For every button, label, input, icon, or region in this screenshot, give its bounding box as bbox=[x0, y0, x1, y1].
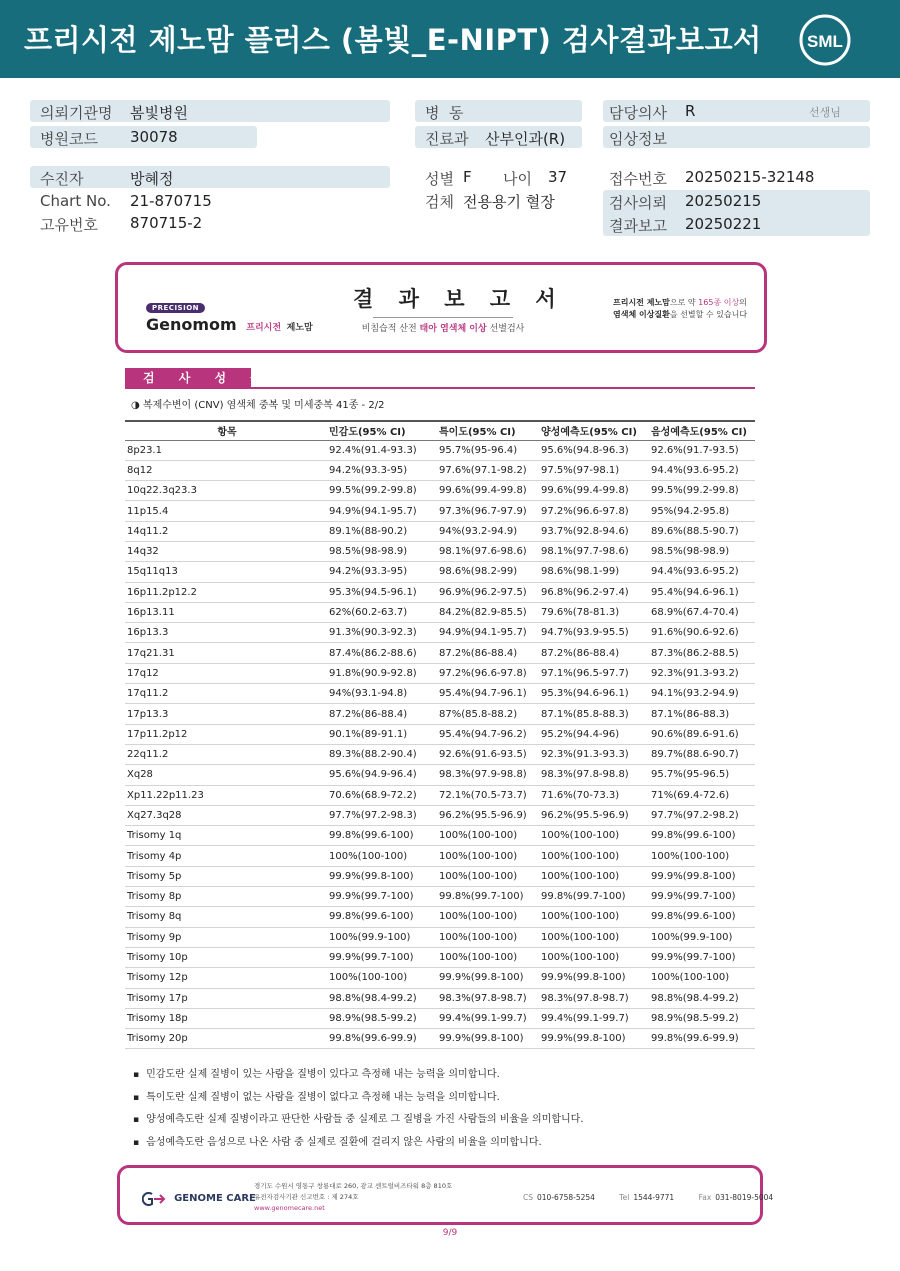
table-row bbox=[125, 582, 755, 602]
row-item: 16p13.3 bbox=[125, 623, 329, 643]
row-value: 95.3%(94.5-96.1) bbox=[329, 582, 439, 602]
row-value: 100%(100-100) bbox=[329, 968, 439, 988]
unique-no-value: 870715-2 bbox=[130, 214, 203, 232]
row-value: 89.7%(88.6-90.7) bbox=[651, 744, 755, 764]
row-item: Trisomy 5p bbox=[125, 866, 329, 886]
report-doc-title: 결 과 보 고 서 bbox=[353, 287, 565, 311]
row-value: 91.8%(90.9-92.8) bbox=[329, 663, 439, 683]
row-value: 99.8%(99.6-100) bbox=[651, 907, 755, 927]
note-brand: 프리시전 제노맘 bbox=[613, 298, 670, 307]
table-row bbox=[125, 1008, 755, 1028]
row-value: 99.9%(99.8-100) bbox=[541, 1029, 651, 1049]
row-value: 98.3%(97.8-98.7) bbox=[541, 988, 651, 1008]
table-row bbox=[125, 440, 755, 460]
specimen-value: 전용용기 혈장 bbox=[463, 193, 555, 211]
patient-name-row bbox=[30, 166, 390, 188]
row-item: 17q12 bbox=[125, 663, 329, 683]
row-value: 94.2%(93.3-95) bbox=[329, 460, 439, 480]
row-value: 98.3%(97.8-98.7) bbox=[439, 988, 541, 1008]
row-value: 92.6%(91.6-93.5) bbox=[439, 744, 541, 764]
row-value: 95.6%(94.9-96.4) bbox=[329, 765, 439, 785]
hospital-code-label: 병원코드 bbox=[40, 130, 98, 148]
row-value: 96.2%(95.5-96.9) bbox=[541, 805, 651, 825]
row-value: 87.3%(86.2-88.5) bbox=[651, 643, 755, 663]
brand-ko: 제노맘 bbox=[286, 323, 313, 333]
row-value: 91.3%(90.3-92.3) bbox=[329, 623, 439, 643]
row-item: 16p13.11 bbox=[125, 602, 329, 622]
row-item: 17p13.3 bbox=[125, 704, 329, 724]
receipt-row bbox=[603, 166, 870, 188]
row-value: 97.7%(97.2-98.3) bbox=[329, 805, 439, 825]
row-value: 99.9%(99.8-100) bbox=[439, 968, 541, 988]
chart-no-value: 21-870715 bbox=[130, 192, 212, 210]
row-value: 100%(100-100) bbox=[651, 968, 755, 988]
row-value: 99.5%(99.2-99.8) bbox=[651, 481, 755, 501]
sex-age-row bbox=[415, 166, 595, 188]
row-value: 99.6%(99.4-99.8) bbox=[541, 481, 651, 501]
row-item: 17q21.31 bbox=[125, 643, 329, 663]
table-row bbox=[125, 968, 755, 988]
row-value: 99.6%(99.4-99.8) bbox=[439, 481, 541, 501]
row-value: 98.1%(97.7-98.6) bbox=[541, 541, 651, 561]
row-value: 95.7%(95-96.5) bbox=[651, 765, 755, 785]
page-number: 9/9 bbox=[442, 1228, 458, 1238]
table-row bbox=[125, 927, 755, 947]
performance-table bbox=[125, 420, 755, 1049]
row-value: 87.1%(85.8-88.3) bbox=[541, 704, 651, 724]
footer-frame bbox=[117, 1165, 774, 1225]
row-value: 95.7%(95-96.4) bbox=[439, 440, 541, 460]
row-value: 98.6%(98.2-99) bbox=[439, 562, 541, 582]
row-value: 97.5%(97-98.1) bbox=[541, 460, 651, 480]
report-date-value: 20250221 bbox=[685, 215, 762, 233]
row-value: 100%(100-100) bbox=[329, 846, 439, 866]
row-value: 94.7%(93.9-95.5) bbox=[541, 623, 651, 643]
row-value: 87.2%(86-88.4) bbox=[329, 704, 439, 724]
row-value: 87.2%(86-88.4) bbox=[439, 643, 541, 663]
row-item: 15q11q13 bbox=[125, 562, 329, 582]
row-item: Trisomy 12p bbox=[125, 968, 329, 988]
row-value: 89.3%(88.2-90.4) bbox=[329, 744, 439, 764]
row-item: Xq27.3q28 bbox=[125, 805, 329, 825]
row-value: 95.4%(94.6-96.1) bbox=[651, 582, 755, 602]
chart-no-label: Chart No. bbox=[40, 192, 111, 210]
fax-number: 031-8019-5004 bbox=[715, 1193, 774, 1202]
row-value: 95.4%(94.7-96.2) bbox=[439, 724, 541, 744]
request-label: 검사의뢰 bbox=[609, 194, 667, 212]
table-row bbox=[125, 744, 755, 764]
row-value: 99.4%(99.1-99.7) bbox=[541, 1008, 651, 1028]
section-title: 검 사 성 능 bbox=[125, 368, 251, 388]
subtitle-pre: 비침습적 산전 bbox=[361, 324, 417, 334]
patient-name-value: 방혜정 bbox=[130, 170, 174, 188]
table-row bbox=[125, 704, 755, 724]
row-value: 70.6%(68.9-72.2) bbox=[329, 785, 439, 805]
row-value: 99.9%(99.7-100) bbox=[329, 947, 439, 967]
row-value: 100%(100-100) bbox=[439, 927, 541, 947]
row-value: 92.4%(91.4-93.3) bbox=[329, 440, 439, 460]
row-value: 94.9%(94.1-95.7) bbox=[329, 501, 439, 521]
footer-contacts bbox=[523, 1193, 773, 1202]
row-value: 100%(100-100) bbox=[439, 846, 541, 866]
row-value: 99.8%(99.6-99.9) bbox=[329, 1029, 439, 1049]
row-item: 22q11.2 bbox=[125, 744, 329, 764]
fax-label: Fax bbox=[698, 1193, 712, 1202]
table-row bbox=[125, 947, 755, 967]
report-date-label: 결과보고 bbox=[609, 217, 667, 235]
table-row bbox=[125, 460, 755, 480]
row-item: 14q32 bbox=[125, 541, 329, 561]
row-value: 72.1%(70.5-73.7) bbox=[439, 785, 541, 805]
receipt-value: 20250215-32148 bbox=[685, 168, 815, 186]
row-item: 10q22.3q23.3 bbox=[125, 481, 329, 501]
department-label: 진료과 bbox=[425, 130, 469, 148]
report-subtitle bbox=[333, 321, 553, 334]
row-value: 98.5%(98-98.9) bbox=[329, 541, 439, 561]
doctor-label: 담당의사 bbox=[609, 104, 667, 122]
row-value: 98.3%(97.9-98.8) bbox=[439, 765, 541, 785]
row-value: 62%(60.2-63.7) bbox=[329, 602, 439, 622]
row-value: 94%(93.1-94.8) bbox=[329, 684, 439, 704]
row-value: 100%(99.9-100) bbox=[651, 927, 755, 947]
row-value: 99.9%(99.8-100) bbox=[329, 866, 439, 886]
row-item: Trisomy 10p bbox=[125, 947, 329, 967]
row-item: Trisomy 8q bbox=[125, 907, 329, 927]
row-value: 100%(99.9-100) bbox=[329, 927, 439, 947]
row-value: 87%(85.8-88.2) bbox=[439, 704, 541, 724]
specimen-label: 검체 bbox=[425, 193, 454, 211]
row-value: 100%(100-100) bbox=[439, 907, 541, 927]
sml-logo-icon bbox=[797, 12, 853, 68]
department-row bbox=[415, 126, 582, 148]
table-row bbox=[125, 785, 755, 805]
title-divider bbox=[373, 317, 513, 318]
institution-label: 의뢰기관명 bbox=[40, 104, 113, 122]
footer-license: 유전자검사기관 신고번호 : 제 274호 bbox=[254, 1193, 359, 1201]
genomom-brand bbox=[146, 295, 313, 334]
row-item: Trisomy 4p bbox=[125, 846, 329, 866]
row-value: 98.3%(97.8-98.8) bbox=[541, 765, 651, 785]
table-header-row bbox=[125, 421, 755, 440]
footer-address-block bbox=[254, 1181, 452, 1214]
row-value: 99.4%(99.1-99.7) bbox=[439, 1008, 541, 1028]
row-value: 99.9%(99.8-100) bbox=[439, 1029, 541, 1049]
table-row bbox=[125, 562, 755, 582]
row-value: 100%(100-100) bbox=[541, 826, 651, 846]
precision-badge: PRECISION bbox=[146, 303, 205, 313]
row-value: 95.6%(94.8-96.3) bbox=[541, 440, 651, 460]
sex-value: F bbox=[463, 168, 472, 186]
row-value: 89.6%(88.5-90.7) bbox=[651, 521, 755, 541]
row-value: 95.2%(94.4-96) bbox=[541, 724, 651, 744]
row-value: 99.9%(99.7-100) bbox=[651, 887, 755, 907]
row-value: 97.7%(97.2-98.2) bbox=[651, 805, 755, 825]
table-row bbox=[125, 521, 755, 541]
note-text-3: 을 선별할 수 있습니다 bbox=[669, 310, 748, 319]
row-value: 94%(93.2-94.9) bbox=[439, 521, 541, 541]
row-item: Trisomy 9p bbox=[125, 927, 329, 947]
row-value: 87.2%(86-88.4) bbox=[541, 643, 651, 663]
row-value: 94.1%(93.2-94.9) bbox=[651, 684, 755, 704]
table-row bbox=[125, 501, 755, 521]
row-value: 71%(69.4-72.6) bbox=[651, 785, 755, 805]
row-value: 99.8%(99.6-99.9) bbox=[651, 1029, 755, 1049]
row-value: 100%(100-100) bbox=[541, 866, 651, 886]
row-item: Xp11.22p11.23 bbox=[125, 785, 329, 805]
note-specificity: ▪ 특이도란 실제 질병이 없는 사람을 질병이 없다고 측정해 내는 능력을 의미합니다. bbox=[133, 1088, 753, 1111]
row-value: 93.7%(92.8-94.6) bbox=[541, 521, 651, 541]
row-value: 98.9%(98.5-99.2) bbox=[329, 1008, 439, 1028]
request-value: 20250215 bbox=[685, 192, 762, 210]
table-row bbox=[125, 1029, 755, 1049]
row-item: Trisomy 8p bbox=[125, 887, 329, 907]
row-value: 99.8%(99.6-100) bbox=[329, 907, 439, 927]
row-value: 100%(100-100) bbox=[439, 866, 541, 886]
clinical-row bbox=[603, 126, 870, 148]
doctor-value: R bbox=[685, 102, 696, 120]
row-value: 99.8%(99.7-100) bbox=[541, 887, 651, 907]
tel-label: Tel bbox=[619, 1193, 630, 1202]
row-value: 100%(100-100) bbox=[541, 927, 651, 947]
row-item: 8q12 bbox=[125, 460, 329, 480]
row-value: 94.4%(93.6-95.2) bbox=[651, 460, 755, 480]
row-item: Trisomy 1q bbox=[125, 826, 329, 846]
row-value: 97.6%(97.1-98.2) bbox=[439, 460, 541, 480]
row-value: 92.3%(91.3-93.3) bbox=[541, 744, 651, 764]
ward-label: 병 동 bbox=[425, 104, 464, 122]
row-value: 92.3%(91.3-93.2) bbox=[651, 663, 755, 683]
note-npv: ▪ 음성예측도란 음성으로 나온 사람 중 실제로 질환에 걸리지 않은 사람의 비율을 의미합니다. bbox=[133, 1133, 753, 1156]
report-title: 프리시전 제노맘 플러스 (봄빛_E-NIPT) 검사결과보고서 bbox=[24, 23, 762, 57]
table-row bbox=[125, 866, 755, 886]
subtitle-post: 선별검사 bbox=[489, 324, 525, 334]
row-value: 94.9%(94.1-95.7) bbox=[439, 623, 541, 643]
note-count: 165종 이상 bbox=[698, 298, 740, 307]
table-row bbox=[125, 826, 755, 846]
unique-no-row bbox=[30, 212, 390, 234]
row-value: 100%(100-100) bbox=[439, 947, 541, 967]
doctor-row bbox=[603, 100, 870, 122]
table-row bbox=[125, 765, 755, 785]
table-row bbox=[125, 623, 755, 643]
row-item: Xq28 bbox=[125, 765, 329, 785]
chart-no-row bbox=[30, 190, 390, 212]
genome-care-logo bbox=[142, 1188, 256, 1207]
row-value: 97.2%(96.6-97.8) bbox=[541, 501, 651, 521]
subtitle-highlight: 태아 염색체 이상 bbox=[419, 324, 487, 334]
row-value: 91.6%(90.6-92.6) bbox=[651, 623, 755, 643]
table-row bbox=[125, 846, 755, 866]
department-value: 산부인과(R) bbox=[485, 130, 566, 148]
row-value: 95.4%(94.7-96.1) bbox=[439, 684, 541, 704]
row-item: 17p11.2p12 bbox=[125, 724, 329, 744]
note-ppv: ▪ 양성예측도란 실제 질병이라고 판단한 사람들 중 실제로 그 질병을 가진 사람들의 비율을 의미합니다. bbox=[133, 1110, 753, 1133]
genome-care-icon bbox=[142, 1191, 166, 1207]
header-ppv: 양성예측도(95% CI) bbox=[541, 421, 651, 440]
row-value: 98.5%(98-98.9) bbox=[651, 541, 755, 561]
row-item: 16p11.2p12.2 bbox=[125, 582, 329, 602]
row-value: 99.9%(99.8-100) bbox=[651, 866, 755, 886]
row-item: 14q11.2 bbox=[125, 521, 329, 541]
table-row bbox=[125, 907, 755, 927]
row-value: 99.8%(99.7-100) bbox=[439, 887, 541, 907]
row-value: 100%(100-100) bbox=[541, 907, 651, 927]
note-disease: 염색체 이상질환 bbox=[613, 310, 670, 319]
table-row bbox=[125, 481, 755, 501]
table-row bbox=[125, 541, 755, 561]
report-header-frame bbox=[115, 262, 767, 353]
row-value: 98.6%(98.1-99) bbox=[541, 562, 651, 582]
footer-address: 경기도 수원시 영통구 창룡대로 260, 광교 센트럴비즈타워 8층 810호 bbox=[254, 1182, 453, 1190]
table-row bbox=[125, 602, 755, 622]
row-value: 100%(100-100) bbox=[541, 947, 651, 967]
brand-name: Genomom bbox=[146, 315, 237, 334]
row-value: 99.8%(99.6-100) bbox=[329, 826, 439, 846]
footer-website[interactable]: www.genomecare.net bbox=[254, 1204, 325, 1212]
row-value: 87.4%(86.2-88.6) bbox=[329, 643, 439, 663]
brand-ko-pink: 프리시전 bbox=[246, 323, 282, 333]
row-value: 96.2%(95.5-96.9) bbox=[439, 805, 541, 825]
sml-logo bbox=[797, 12, 853, 68]
row-value: 90.1%(89-91.1) bbox=[329, 724, 439, 744]
row-value: 79.6%(78-81.3) bbox=[541, 602, 651, 622]
header-sensitivity: 민감도(95% CI) bbox=[329, 421, 439, 440]
row-value: 97.1%(96.5-97.7) bbox=[541, 663, 651, 683]
institution-row bbox=[30, 100, 390, 122]
note-text-2: 의 bbox=[739, 298, 747, 307]
row-value: 84.2%(82.9-85.5) bbox=[439, 602, 541, 622]
note-text-1: 으로 약 bbox=[669, 298, 696, 307]
cs-number: 010-6758-5254 bbox=[537, 1193, 595, 1202]
row-item: 17q11.2 bbox=[125, 684, 329, 704]
row-value: 96.8%(96.2-97.4) bbox=[541, 582, 651, 602]
header-specificity: 특이도(95% CI) bbox=[439, 421, 541, 440]
table-row bbox=[125, 643, 755, 663]
row-value: 99.9%(99.7-100) bbox=[651, 947, 755, 967]
row-value: 95.3%(94.6-96.1) bbox=[541, 684, 651, 704]
age-label: 나이 bbox=[503, 170, 532, 188]
hospital-code-value: 30078 bbox=[130, 128, 178, 146]
row-value: 98.9%(98.5-99.2) bbox=[651, 1008, 755, 1028]
footer-brand: GENOME CARE bbox=[174, 1193, 256, 1204]
row-value: 95%(94.2-95.8) bbox=[651, 501, 755, 521]
row-value: 92.6%(91.7-93.5) bbox=[651, 440, 755, 460]
section-subtitle: ◑ 복제수변이 (CNV) 염색체 중복 및 미세중복 41종 - 2/2 bbox=[131, 400, 385, 411]
section-divider bbox=[125, 387, 755, 389]
row-value: 71.6%(70-73.3) bbox=[541, 785, 651, 805]
ward-row bbox=[415, 100, 582, 122]
hospital-code-row bbox=[30, 126, 257, 148]
row-value: 100%(100-100) bbox=[541, 846, 651, 866]
unique-no-label: 고유번호 bbox=[40, 216, 98, 234]
specimen-row bbox=[415, 189, 595, 211]
tel-number: 1544-9771 bbox=[633, 1193, 675, 1202]
header-npv: 음성예측도(95% CI) bbox=[651, 421, 755, 440]
definition-notes bbox=[133, 1065, 753, 1155]
row-value: 98.8%(98.4-99.2) bbox=[651, 988, 755, 1008]
dates-block bbox=[603, 190, 870, 236]
row-item: Trisomy 17p bbox=[125, 988, 329, 1008]
row-value: 97.2%(96.6-97.8) bbox=[439, 663, 541, 683]
row-value: 100%(100-100) bbox=[651, 846, 755, 866]
table-row bbox=[125, 988, 755, 1008]
row-value: 94.2%(93.3-95) bbox=[329, 562, 439, 582]
row-value: 100%(100-100) bbox=[439, 826, 541, 846]
receipt-label: 접수번호 bbox=[609, 170, 667, 188]
note-sensitivity: ▪ 민감도란 실제 질병이 있는 사람을 질병이 있다고 측정해 내는 능력을 의미합니다. bbox=[133, 1065, 753, 1088]
row-value: 89.1%(88-90.2) bbox=[329, 521, 439, 541]
svg-text:SML: SML bbox=[807, 32, 843, 51]
table-row bbox=[125, 724, 755, 744]
row-value: 98.1%(97.6-98.6) bbox=[439, 541, 541, 561]
table-row bbox=[125, 805, 755, 825]
row-value: 99.9%(99.7-100) bbox=[329, 887, 439, 907]
clinical-label: 임상정보 bbox=[609, 130, 667, 148]
institution-value: 봄빛병원 bbox=[130, 104, 188, 122]
table-row bbox=[125, 663, 755, 683]
doctor-suffix: 선생님 bbox=[809, 106, 841, 119]
row-item: 8p23.1 bbox=[125, 440, 329, 460]
row-value: 96.9%(96.2-97.5) bbox=[439, 582, 541, 602]
header-bar bbox=[0, 0, 900, 78]
row-value: 68.9%(67.4-70.4) bbox=[651, 602, 755, 622]
header-item: 항목 bbox=[125, 421, 329, 440]
row-item: Trisomy 20p bbox=[125, 1029, 329, 1049]
cs-label: CS bbox=[523, 1193, 533, 1202]
row-value: 90.6%(89.6-91.6) bbox=[651, 724, 755, 744]
row-item: 11p15.4 bbox=[125, 501, 329, 521]
row-value: 99.8%(99.6-100) bbox=[651, 826, 755, 846]
age-value: 37 bbox=[548, 168, 568, 186]
row-item: Trisomy 18p bbox=[125, 1008, 329, 1028]
row-value: 94.4%(93.6-95.2) bbox=[651, 562, 755, 582]
row-value: 98.8%(98.4-99.2) bbox=[329, 988, 439, 1008]
patient-name-label: 수진자 bbox=[40, 170, 84, 188]
row-value: 99.5%(99.2-99.8) bbox=[329, 481, 439, 501]
row-value: 99.9%(99.8-100) bbox=[541, 968, 651, 988]
row-value: 97.3%(96.7-97.9) bbox=[439, 501, 541, 521]
sex-label: 성별 bbox=[425, 170, 454, 188]
table-row bbox=[125, 887, 755, 907]
row-value: 87.1%(86-88.3) bbox=[651, 704, 755, 724]
report-note bbox=[613, 297, 747, 321]
table-row bbox=[125, 684, 755, 704]
